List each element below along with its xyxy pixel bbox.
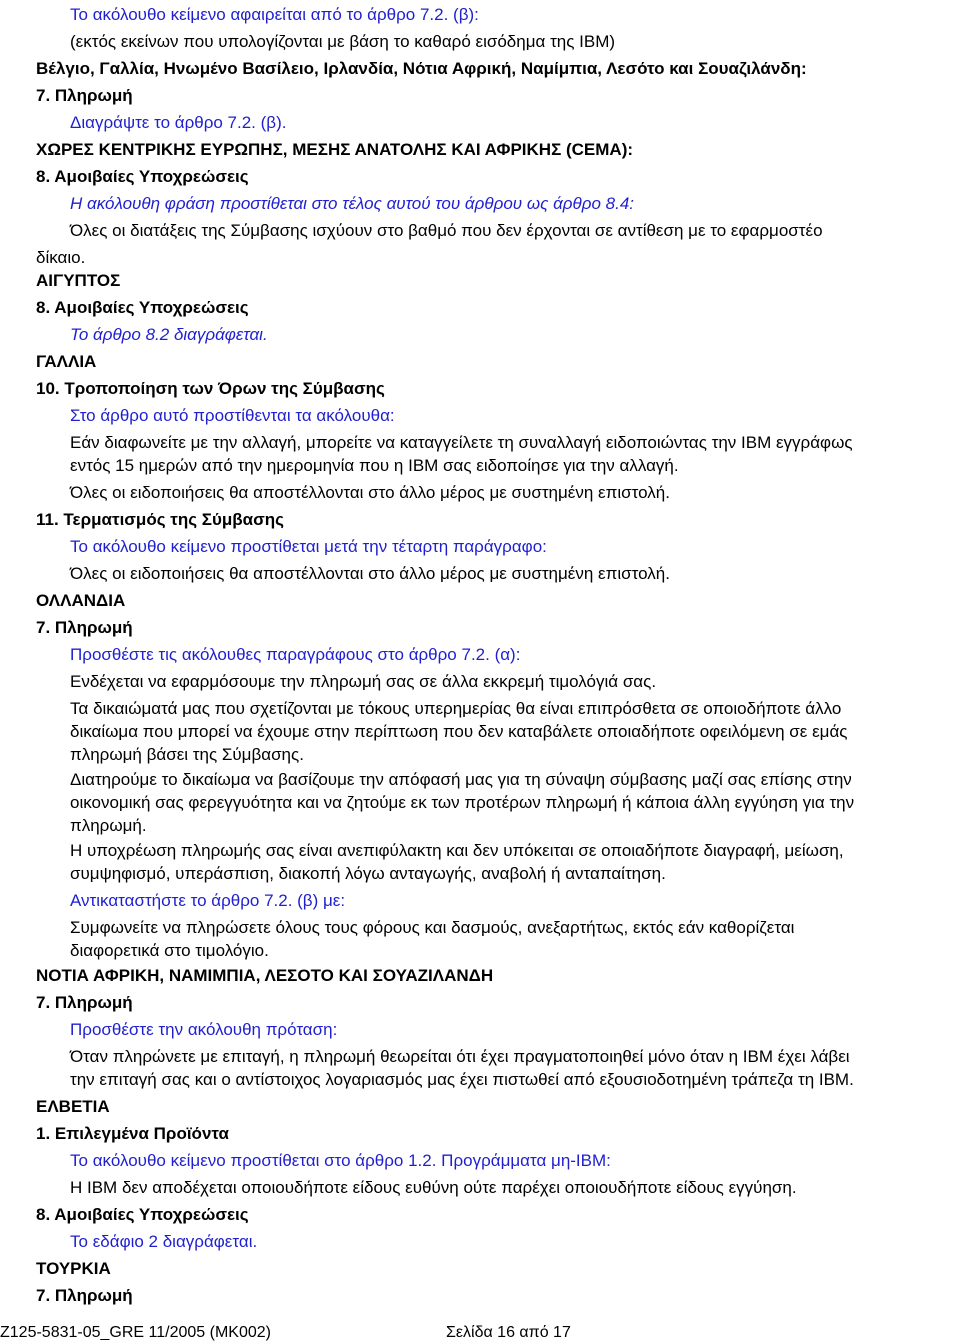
instruction-line: Η ακόλουθη φράση προστίθεται στο τέλος αυτού του άρθρου ως άρθρο 8.4: <box>70 194 635 213</box>
instruction-line: Στο άρθρο αυτό προστίθενται τα ακόλουθα: <box>70 406 395 425</box>
country-heading: ΓΑΛΛΙΑ <box>36 352 97 371</box>
footer-doc-code: Z125-5831-05_GRE 11/2005 (MK002) <box>0 1324 271 1341</box>
clause-heading: 7. Πληρωμή <box>36 1286 133 1305</box>
body-line: οικονομική σας φερεγγυότητα και να ζητούμε εκ των προτέρων πληρωμή ή κάποια άλλη εγγύηση για την <box>70 793 855 812</box>
body-line: Όλες οι ειδοποιήσεις θα αποστέλλονται στο άλλο μέρος με συστημένη επιστολή. <box>70 483 670 502</box>
body-line: εντός 15 ημερών από την ημερομηνία που η IBM σας ειδοποίησε για την αλλαγή. <box>70 456 679 475</box>
clause-heading: 7. Πληρωμή <box>36 993 133 1012</box>
body-line: Ενδέχεται να εφαρμόσουμε την πληρωμή σας σε άλλα εκκρεμή τιμολόγιά σας. <box>70 672 657 691</box>
instruction-line: Αντικαταστήστε το άρθρο 7.2. (β) με: <box>70 891 346 910</box>
instruction-line: Το ακόλουθο κείμενο προστίθεται στο άρθρο 1.2. Προγράμματα μη-IBM: <box>70 1151 611 1170</box>
clause-heading: 11. Τερματισμός της Σύμβασης <box>36 510 284 529</box>
section-heading: ΧΩΡΕΣ ΚΕΝΤΡΙΚΗΣ ΕΥΡΩΠΗΣ, ΜΕΣΗΣ ΑΝΑΤΟΛΗΣ ΚΑΙ ΑΦΡΙΚΗΣ (CEMA): <box>36 140 634 159</box>
instruction-line: Διαγράψτε το άρθρο 7.2. (β). <box>70 113 287 132</box>
clause-heading: 7. Πληρωμή <box>36 86 133 105</box>
country-heading: ΤΟΥΡΚΙΑ <box>36 1259 111 1278</box>
footer-page-number: Σελίδα 16 από 17 <box>446 1324 571 1341</box>
body-line: την επιταγή σας και ο αντίστοιχος λογαριασμός μας έχει πιστωθεί από εξουσιοδοτημένη τράπεζα τη IBM. <box>70 1070 854 1089</box>
clause-heading: 8. Αμοιβαίες Υποχρεώσεις <box>36 1205 249 1224</box>
body-line: Συμφωνείτε να πληρώσετε όλους τους φόρους και δασμούς, ανεξαρτήτως, εκτός εάν καθορίζεται <box>70 918 795 937</box>
body-line: Όλες οι διατάξεις της Σύμβασης ισχύουν στο βαθμό που δεν έρχονται σε αντίθεση με το εφαρμοστέο <box>70 221 823 240</box>
body-line: Η υποχρέωση πληρωμής σας είναι ανεπιφύλακτη και δεν υπόκειται σε οποιαδήποτε διαγραφή, μείωση, <box>70 841 844 860</box>
body-line: (εκτός εκείνων που υπολογίζονται με βάση το καθαρό εισόδημα της IBM) <box>70 32 616 51</box>
body-line: Τα δικαιώματά μας που σχετίζονται με τόκους υπερημερίας θα είναι επιπρόσθετα σε οποιοδήποτε άλλο <box>70 699 842 718</box>
body-line: Η IBM δεν αποδέχεται οποιουδήποτε είδους ευθύνη ούτε παρέχει οποιουδήποτε είδους εγγύηση. <box>70 1178 797 1197</box>
body-line: διαφορετικά στο τιμολόγιο. <box>70 941 269 960</box>
body-line: Διατηρούμε το δικαίωμα να βασίζουμε την απόφασή μας για τη σύναψη σύμβασης μαζί σας επίσης στην <box>70 770 852 789</box>
body-line: Όταν πληρώνετε με επιταγή, η πληρωμή θεωρείται ότι έχει πραγματοποιηθεί μόνο όταν η IBM έχει λάβει <box>70 1047 850 1066</box>
clause-heading: 8. Αμοιβαίες Υποχρεώσεις <box>36 298 249 317</box>
clause-heading: 8. Αμοιβαίες Υποχρεώσεις <box>36 167 249 186</box>
body-line: δίκαιο. <box>36 248 86 267</box>
body-line: δικαίωμα που μπορεί να έχουμε στην περίπτωση που δεν καταβάλετε οποιαδήποτε οφειλόμενη σε εμάς <box>70 722 848 741</box>
instruction-line: Το άρθρο 8.2 διαγράφεται. <box>70 325 268 344</box>
clause-heading: 10. Τροποποίηση των Όρων της Σύμβασης <box>36 379 385 398</box>
country-heading: ΟΛΛΑΝΔΙΑ <box>36 591 126 610</box>
body-line: πληρωμή. <box>70 816 147 835</box>
instruction-line: Το εδάφιο 2 διαγράφεται. <box>70 1232 258 1251</box>
section-heading: Βέλγιο, Γαλλία, Ηνωμένο Βασίλειο, Ιρλανδία, Νότια Αφρική, Ναμίμπια, Λεσότο και Σουαζιλάνδη: <box>36 59 807 78</box>
body-line: Εάν διαφωνείτε με την αλλαγή, μπορείτε να καταγγείλετε τη συναλλαγή ειδοποιώντας την IBM εγγράφως <box>70 433 853 452</box>
country-heading: ΕΛΒΕΤΙΑ <box>36 1097 110 1116</box>
instruction-line: Το ακόλουθο κείμενο αφαιρείται από το άρθρο 7.2. (β): <box>70 5 479 24</box>
clause-heading: 7. Πληρωμή <box>36 618 133 637</box>
instruction-line: Προσθέστε την ακόλουθη πρόταση: <box>70 1020 338 1039</box>
body-line: πληρωμή βάσει της Σύμβασης. <box>70 745 304 764</box>
country-heading: ΑΙΓΥΠΤΟΣ <box>36 271 121 290</box>
country-heading: ΝΟΤΙΑ ΑΦΡΙΚΗ, ΝΑΜΙΜΠΙΑ, ΛΕΣΟΤΟ ΚΑΙ ΣΟΥΑΖΙΛΑΝΔΗ <box>36 966 494 985</box>
body-line: Όλες οι ειδοποιήσεις θα αποστέλλονται στο άλλο μέρος με συστημένη επιστολή. <box>70 564 670 583</box>
instruction-line: Το ακόλουθο κείμενο προστίθεται μετά την τέταρτη παράγραφο: <box>70 537 547 556</box>
instruction-line: Προσθέστε τις ακόλουθες παραγράφους στο άρθρο 7.2. (α): <box>70 645 521 664</box>
clause-heading: 1. Επιλεγμένα Προϊόντα <box>36 1124 229 1143</box>
body-line: συμψηφισμό, υπεράσπιση, διακοπή λόγω ανταγωγής, αναβολή ή ανταπαίτηση. <box>70 864 666 883</box>
